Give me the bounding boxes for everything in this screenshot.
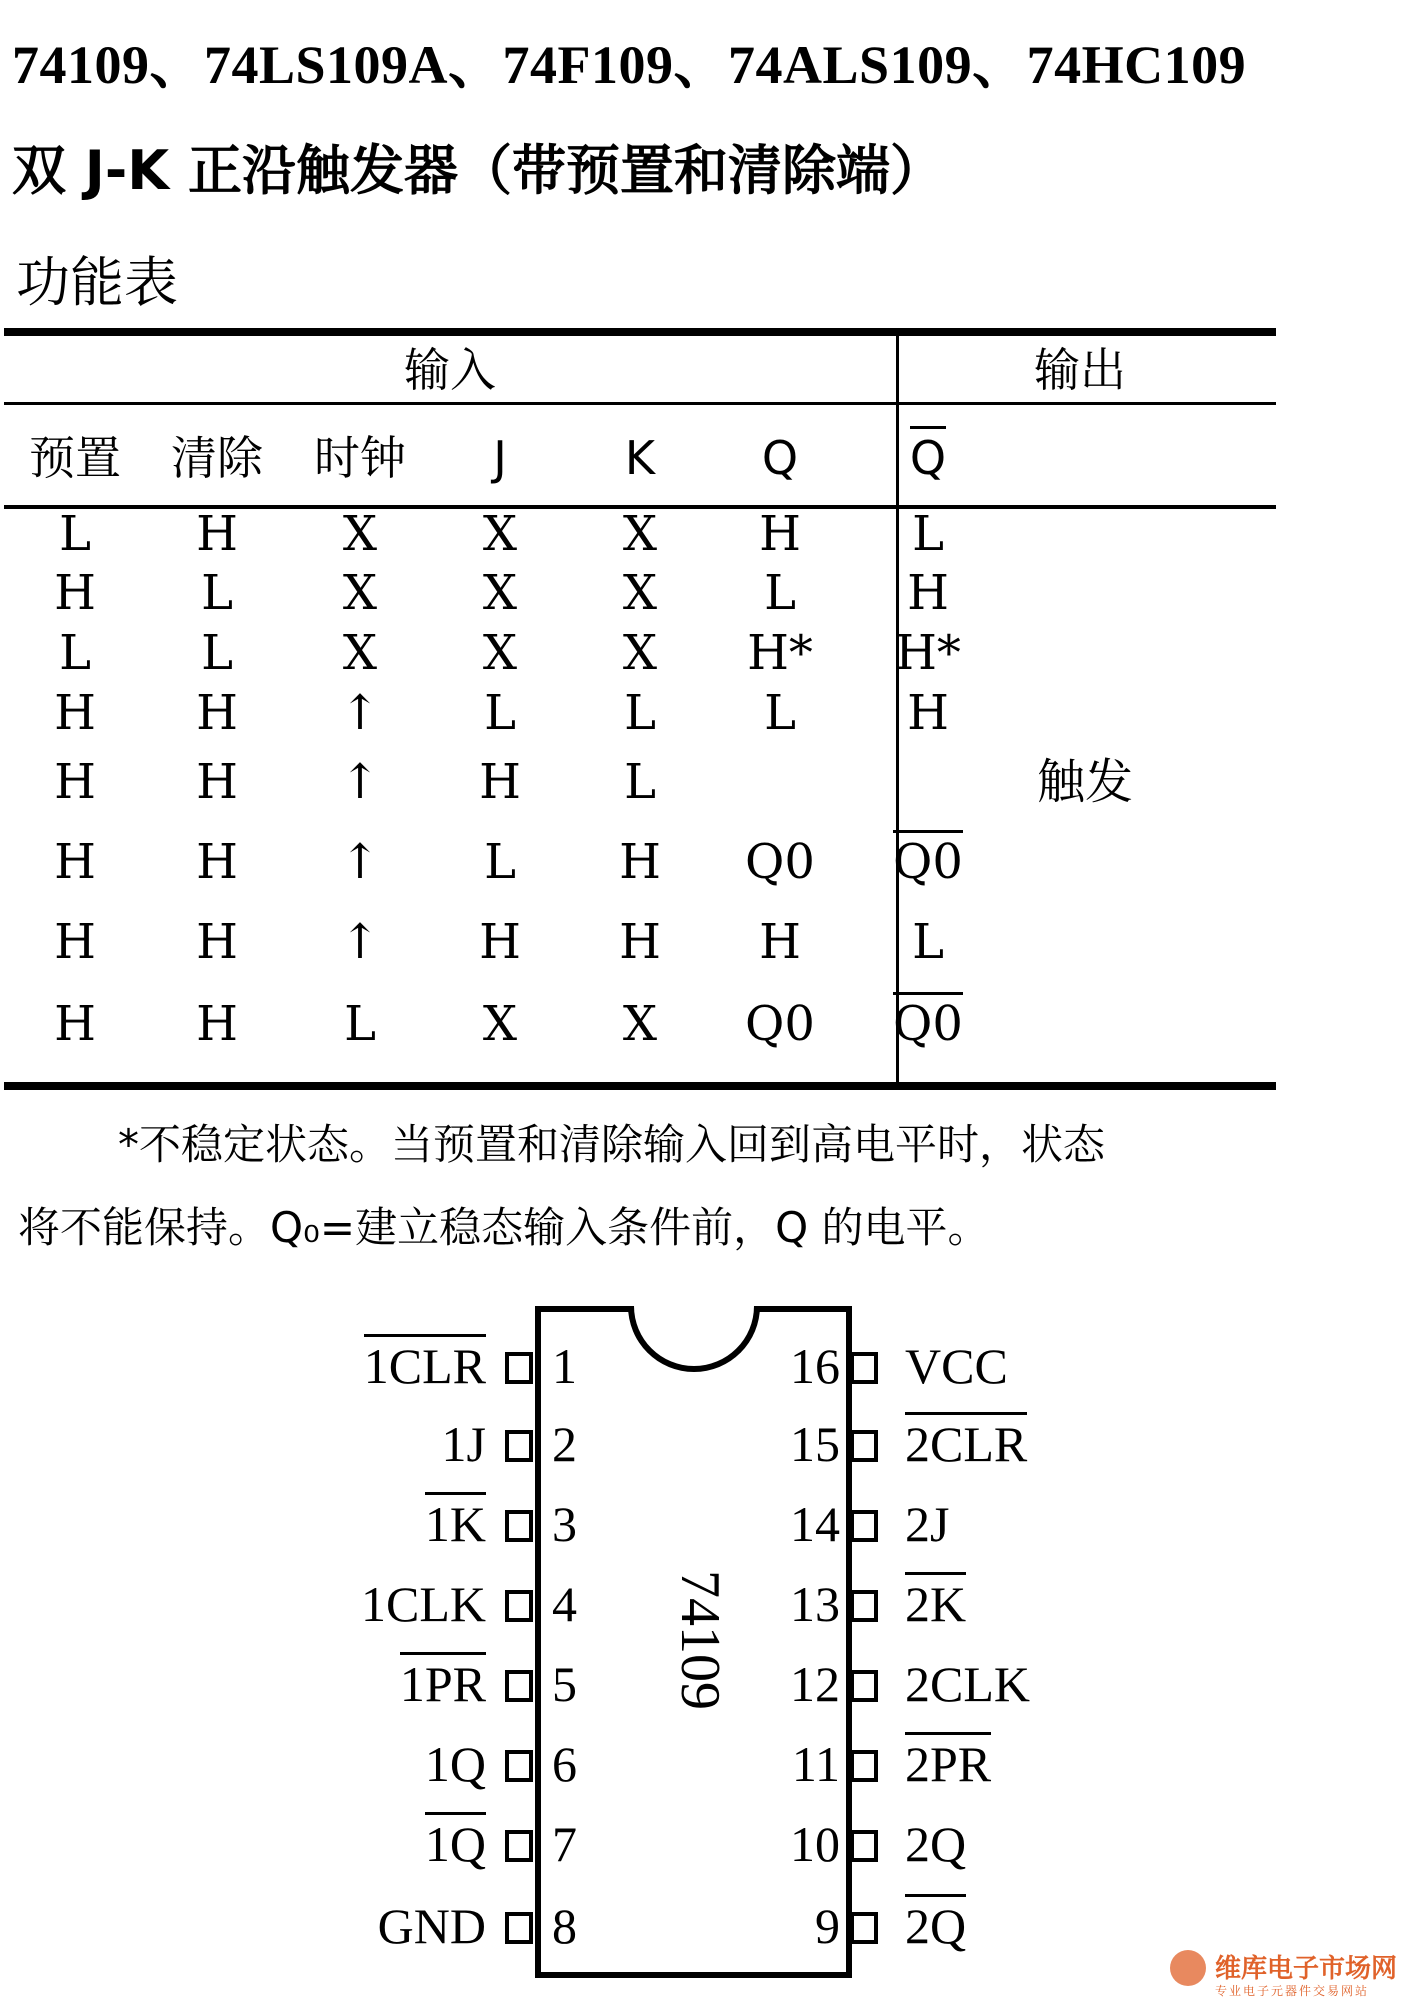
table-cell: H [54, 685, 96, 741]
table-cell: ↑ [339, 834, 381, 890]
pin-6 [505, 1750, 533, 1782]
pin-4 [505, 1590, 533, 1622]
pin-number: 6 [552, 1736, 577, 1792]
pin-label: 2PR [905, 1736, 992, 1792]
table-cell: L [912, 506, 944, 562]
chip-label: 74109 [669, 1570, 731, 1710]
pin-label: 1Q [424, 1736, 486, 1792]
table-cell: H [54, 754, 96, 810]
table-cell: H [196, 685, 238, 741]
table-cell: H [907, 565, 949, 621]
column-header: Q [909, 431, 947, 485]
pin-number: 9 [815, 1898, 840, 1954]
pin-number: 14 [790, 1496, 840, 1552]
column-header: Q [761, 431, 799, 485]
table-cell: 触发 [1036, 754, 1133, 810]
table-cell: X [622, 565, 658, 621]
pin-number: 10 [790, 1816, 840, 1872]
table-cell: H [196, 834, 238, 890]
table-cell: L [59, 625, 91, 681]
table-cell: H [619, 914, 661, 970]
pin-label: 1CLK [361, 1576, 486, 1632]
pin-16 [850, 1352, 878, 1384]
pin-number: 7 [552, 1816, 577, 1872]
page-subtitle: 双 J-K 正沿触发器（带预置和清除端） [12, 139, 944, 202]
table-header-rule [4, 402, 1276, 405]
table-cell: Q0 [893, 996, 963, 1052]
column-header: 预置 [29, 431, 121, 485]
pin-label: 2Q [905, 1898, 967, 1954]
table-cell: L [484, 685, 516, 741]
pin-label: VCC [905, 1338, 1008, 1394]
table-cell: X [622, 996, 658, 1052]
table-cell: H [907, 685, 949, 741]
table-cell: H [479, 754, 521, 810]
table-cell: L [484, 834, 516, 890]
watermark-subtitle: 专业电子元器件交易网站 [1215, 1984, 1370, 1998]
pin-label: 1K [424, 1496, 486, 1552]
pin-label: 2CLK [905, 1656, 1030, 1712]
table-cell: Q0 [745, 996, 815, 1052]
pin-10 [850, 1830, 878, 1862]
table-cell: H [759, 506, 801, 562]
table-cell: H [54, 834, 96, 890]
pin-14 [850, 1510, 878, 1542]
pin-number: 5 [552, 1656, 577, 1712]
table-cell: Q0 [745, 834, 815, 890]
pin-number: 13 [790, 1576, 840, 1632]
table-cell: X [342, 625, 378, 681]
pin-9 [850, 1912, 878, 1944]
pin-2 [505, 1430, 533, 1462]
table-cell: ↑ [339, 914, 381, 970]
inputs-group-label: 输入 [404, 343, 496, 397]
pin-11 [850, 1750, 878, 1782]
pin-13 [850, 1590, 878, 1622]
table-cell: H [54, 914, 96, 970]
table-cell: L [912, 914, 944, 970]
pin-number: 1 [552, 1338, 577, 1394]
table-cell: H [54, 565, 96, 621]
pin-number: 3 [552, 1496, 577, 1552]
table-cell: X [342, 506, 378, 562]
pin-label: 2CLR [905, 1416, 1028, 1472]
pin-label: GND [377, 1898, 486, 1954]
pin-label: 1J [441, 1416, 486, 1472]
table-cell: H [196, 506, 238, 562]
table-cell: H [619, 834, 661, 890]
page-title: 74109、74LS109A、74F109、74ALS109、74HC109 [12, 35, 1247, 95]
footnote-line-1: *不稳定状态。当预置和清除输入回到高电平时，状态 [118, 1120, 1106, 1169]
pin-7 [505, 1830, 533, 1862]
table-cell: X [622, 506, 658, 562]
table-heading: 功能表 [16, 251, 178, 314]
table-cell: X [482, 506, 518, 562]
table-cell: L [764, 685, 796, 741]
table-cell: H [54, 996, 96, 1052]
table-top-rule [4, 328, 1276, 336]
table-cell: L [344, 996, 376, 1052]
column-header: J [493, 431, 507, 485]
pin-15 [850, 1430, 878, 1462]
table-cell: H* [895, 625, 961, 681]
table-cell: X [482, 565, 518, 621]
pin-8 [505, 1912, 533, 1944]
table-cell: ↑ [339, 754, 381, 810]
column-header: K [624, 431, 656, 485]
column-header: 时钟 [314, 431, 406, 485]
table-cell: H [196, 914, 238, 970]
table-cell: Q0 [893, 834, 963, 890]
column-header: 清除 [171, 431, 263, 485]
pin-label: 1PR [399, 1656, 486, 1712]
pin-number: 15 [790, 1416, 840, 1472]
table-cell: H* [747, 625, 813, 681]
pin-number: 2 [552, 1416, 577, 1472]
table-cell: ↑ [339, 685, 381, 741]
table-cell: L [59, 506, 91, 562]
pin-number: 4 [552, 1576, 577, 1632]
pin-number: 8 [552, 1898, 577, 1954]
pin-1 [505, 1352, 533, 1384]
pin-number: 16 [790, 1338, 840, 1394]
pin-label: 1CLR [363, 1338, 486, 1394]
table-cell: H [196, 996, 238, 1052]
pin-5 [505, 1670, 533, 1702]
watermark-logo-icon [1170, 1950, 1206, 1986]
table-cell: L [201, 625, 233, 681]
outputs-group-label: 输出 [1034, 343, 1126, 397]
table-cell: L [624, 685, 656, 741]
table-cell: L [624, 754, 656, 810]
pin-label: 1Q [424, 1816, 486, 1872]
pin-3 [505, 1510, 533, 1542]
table-cell: H [196, 754, 238, 810]
table-cell: X [622, 625, 658, 681]
table-cell: H [759, 914, 801, 970]
pin-label: 2Q [905, 1816, 967, 1872]
table-cell: X [342, 565, 378, 621]
table-cell: L [764, 565, 796, 621]
table-bottom-rule [4, 1082, 1276, 1090]
pin-label: 2J [905, 1496, 950, 1552]
table-cell: X [482, 996, 518, 1052]
table-cell: L [201, 565, 233, 621]
watermark: 维库电子市场网 [1215, 1954, 1398, 1984]
pin-number: 12 [790, 1656, 840, 1712]
pin-label: 2K [905, 1576, 967, 1632]
pin-number: 11 [791, 1736, 840, 1792]
pin-12 [850, 1670, 878, 1702]
table-cell: H [479, 914, 521, 970]
footnote-line-2: 将不能保持。Q₀=建立稳态输入条件前，Q 的电平。 [18, 1203, 990, 1252]
table-cell: X [482, 625, 518, 681]
